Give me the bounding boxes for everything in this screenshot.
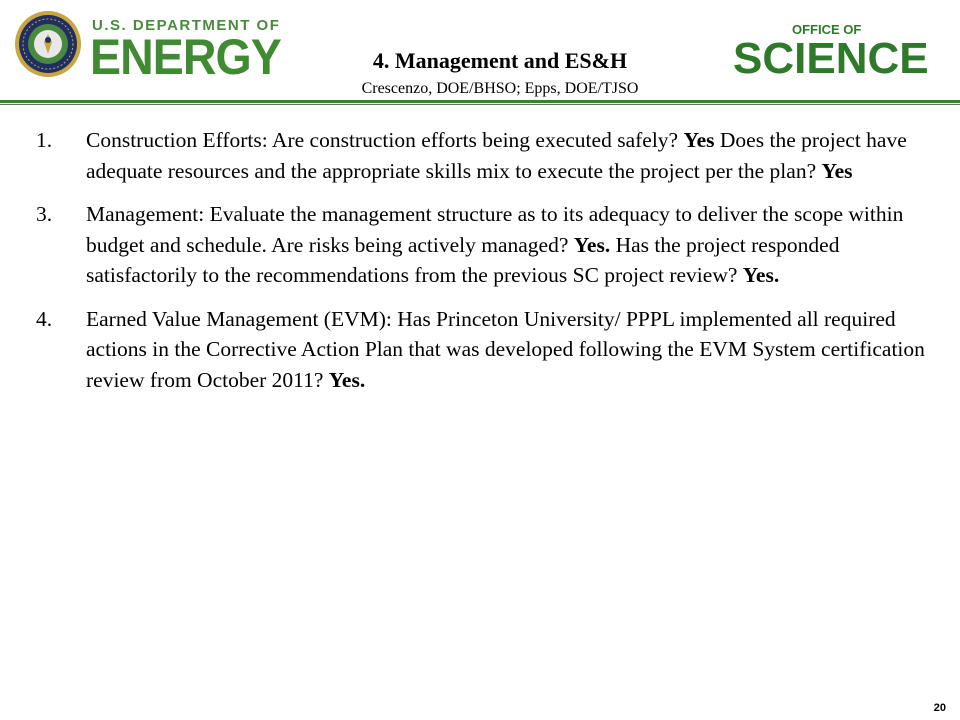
question-text: Management: Evaluate the management structure as to its adequacy to deliver the scope within budget and schedule. Are risks being actively managed? — [86, 202, 904, 257]
question-text: Earned Value Management (EVM): Has Princeton University/ PPPL implemented all required actions in the Corrective Action Plan that was developed following the EVM System certification review from October 2011? — [86, 306, 925, 392]
doe-wordmark: ENERGY — [90, 29, 281, 85]
slide-subtitle: Crescenzo, DOE/BHSO; Epps, DOE/TJSO — [361, 80, 639, 97]
answer-text: Yes. — [328, 367, 366, 392]
header-divider-thin — [0, 104, 960, 105]
question-text: Has the project responded satisfactorily to the recommendations from the previous SC project review? — [86, 232, 840, 287]
header-divider — [0, 100, 960, 103]
office-of-label: OFFICE OF — [792, 22, 862, 37]
doe-seal-icon — [14, 10, 82, 78]
review-questions-list — [36, 125, 936, 408]
item-number: 1. — [36, 128, 53, 152]
answer-text: Yes — [821, 158, 853, 183]
slide-header — [0, 0, 960, 108]
list-item — [36, 304, 936, 396]
answer-text: Yes. — [573, 232, 611, 257]
page-number: 20 — [933, 702, 946, 714]
question-text: Does the project have adequate resources and the appropriate skills mix to execute the project per the plan? — [86, 128, 907, 183]
item-number: 4. — [36, 306, 53, 331]
list-item — [36, 125, 936, 186]
answer-text: Yes — [683, 128, 715, 152]
item-number: 3. — [36, 202, 53, 226]
doe-header-small: U.S. DEPARTMENT OF — [92, 17, 281, 34]
list-item — [36, 199, 936, 291]
answer-text: Yes. — [742, 263, 780, 287]
slide-title: 4. Management and ES&H — [372, 48, 628, 73]
question-text: Construction Efforts: Are construction efforts being executed safely? — [86, 128, 684, 152]
science-wordmark: SCIENCE — [733, 34, 929, 83]
